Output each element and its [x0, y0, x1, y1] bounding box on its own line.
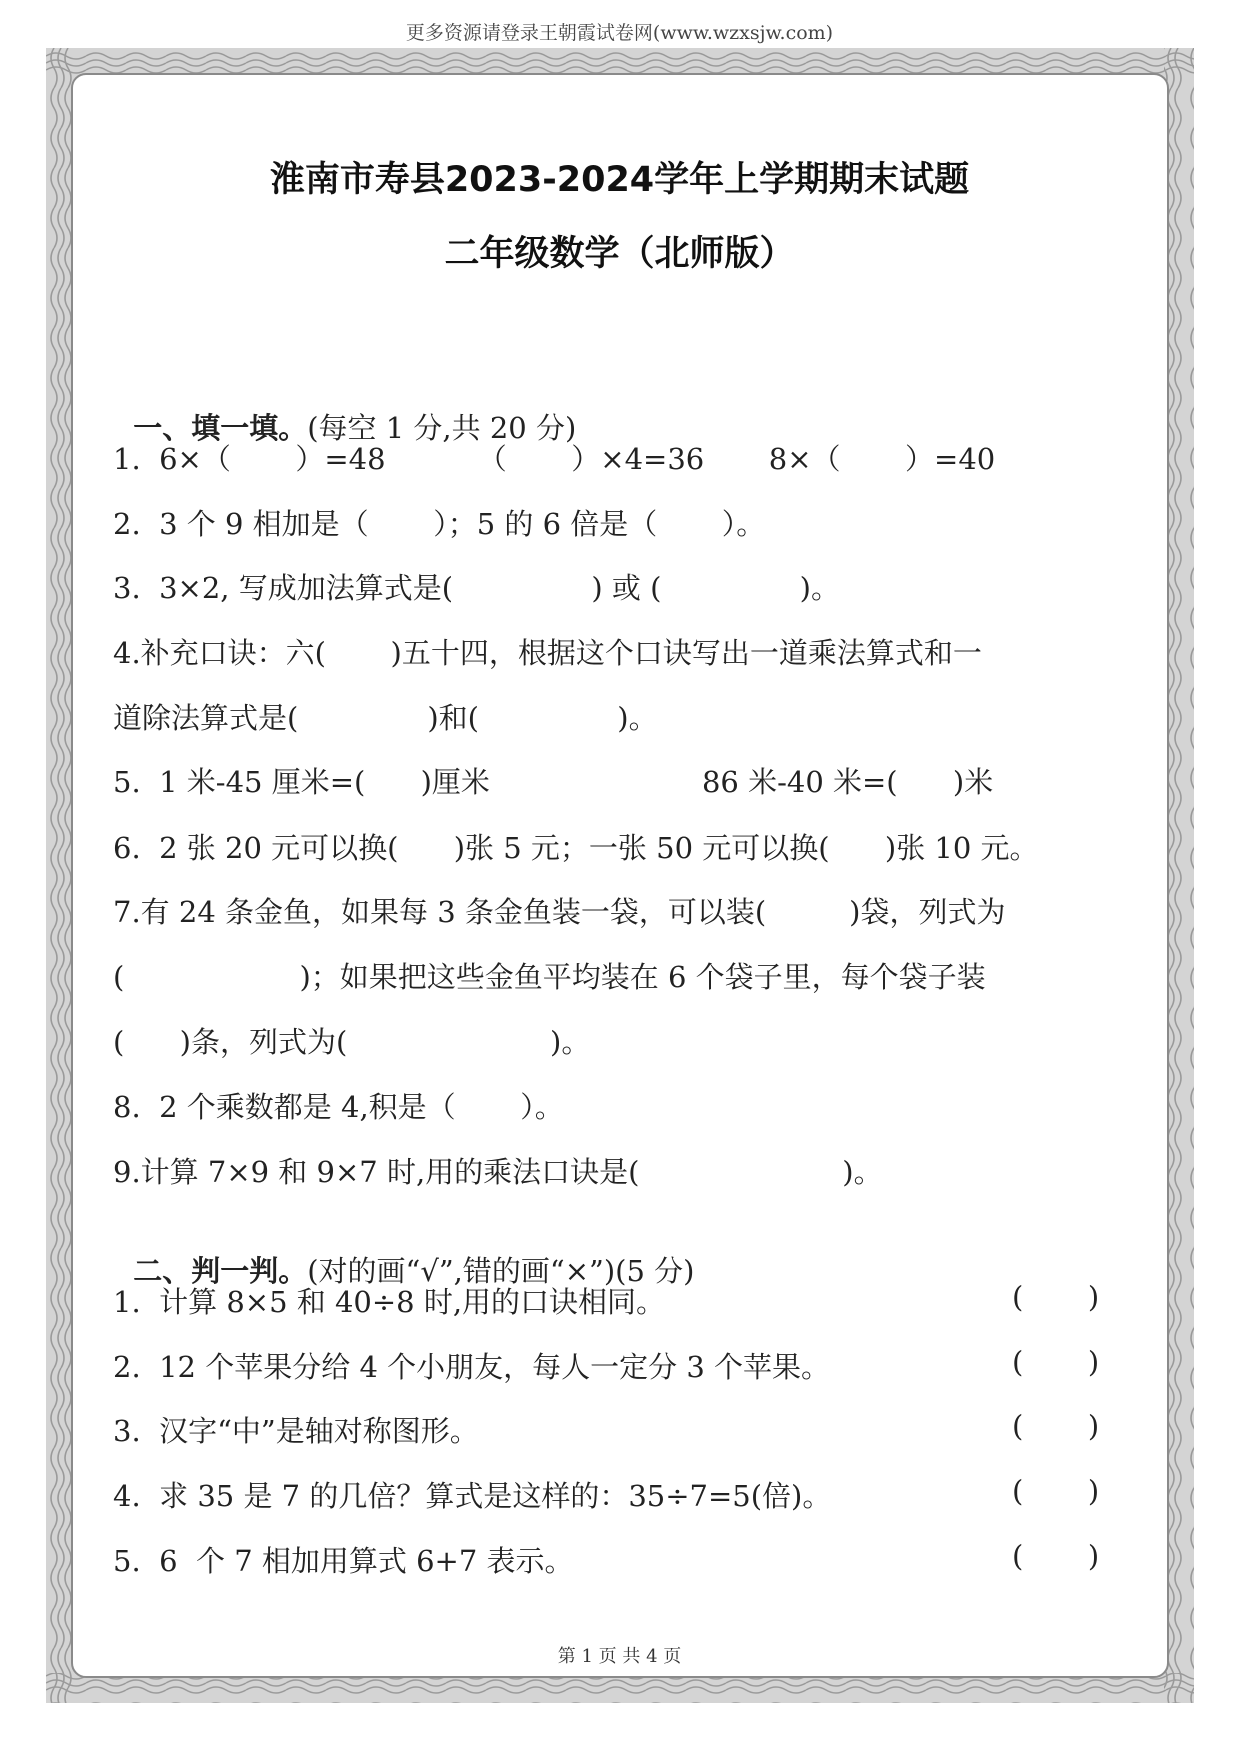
answer-blank-2: ( ): [1012, 1345, 1100, 1379]
q1-line-1: 1. 6×（ ）=48 （ ）×4=36 8×（ ）=40: [113, 442, 996, 476]
q1-line-9: ( )；如果把这些金鱼平均装在 6 个袋子里，每个袋子装: [113, 960, 986, 994]
source-watermark: 更多资源请登录王朝霞试卷网(www.wzxsjw.com): [405, 22, 834, 44]
q2-line-2: 2. 12 个苹果分给 4 个小朋友，每人一定分 3 个苹果。: [113, 1350, 831, 1384]
answer-blank-3: ( ): [1012, 1409, 1100, 1443]
q1-line-3: 3. 3×2, 写成加法算式是( ) 或 ( )。: [113, 571, 840, 605]
section-2-note: (对的画“√”,错的画“×”)(5 分): [307, 1254, 695, 1288]
page-number: 第 1 页 共 4 页: [557, 1646, 682, 1667]
answer-blank-5: ( ): [1012, 1539, 1100, 1573]
q1-line-7: 6. 2 张 20 元可以换( )张 5 元；一张 50 元可以换( )张 10 元。: [113, 831, 1039, 865]
q1-line-12: 9.计算 7×9 和 9×7 时,用的乘法口诀是( )。: [113, 1155, 883, 1189]
section-2-title: 二、判一判。: [133, 1254, 308, 1288]
q1-line-11: 8. 2 个乘数都是 4,积是（ ）。: [113, 1090, 564, 1124]
section-1-heading: [113, 372, 576, 447]
q2-line-1: 1. 计算 8×5 和 40÷8 时,用的口诀相同。: [113, 1285, 666, 1319]
section-1-note: (每空 1 分,共 20 分): [307, 411, 577, 445]
decorative-wavy-border: [46, 48, 1194, 1703]
q1-line-2: 2. 3 个 9 相加是（ ）；5 的 6 倍是（ ）。: [113, 507, 766, 541]
q1-line-5: 道除法算式是( )和( )。: [113, 701, 658, 735]
q2-line-3: 3. 汉字“中”是轴对称图形。: [113, 1414, 479, 1448]
answer-blank-1: ( ): [1012, 1280, 1100, 1314]
q2-line-4: 4. 求 35 是 7 的几倍？算式是这样的：35÷7=5(倍)。: [113, 1479, 832, 1513]
q1-line-4: 4.补充口诀：六( )五十四，根据这个口诀写出一道乘法算式和一: [113, 636, 982, 670]
q1-line-6: 5. 1 米-45 厘米=( )厘米 86 米-40 米=( )米: [113, 765, 994, 799]
q1-line-10: ( )条，列式为( )。: [113, 1025, 591, 1059]
section-1-title: 一、填一填。: [133, 411, 308, 445]
section-2-heading: [113, 1215, 694, 1290]
q2-line-5: 5. 6 个 7 相加用算式 6+7 表示。: [113, 1544, 574, 1578]
q1-line-8: 7.有 24 条金鱼，如果每 3 条金鱼装一袋，可以装( )袋，列式为: [113, 895, 1006, 929]
page-title: 淮南市寿县2023-2024学年上学期期末试题: [269, 160, 970, 200]
answer-blank-4: ( ): [1012, 1474, 1100, 1508]
page-subtitle: 二年级数学（北师版）: [444, 234, 795, 274]
